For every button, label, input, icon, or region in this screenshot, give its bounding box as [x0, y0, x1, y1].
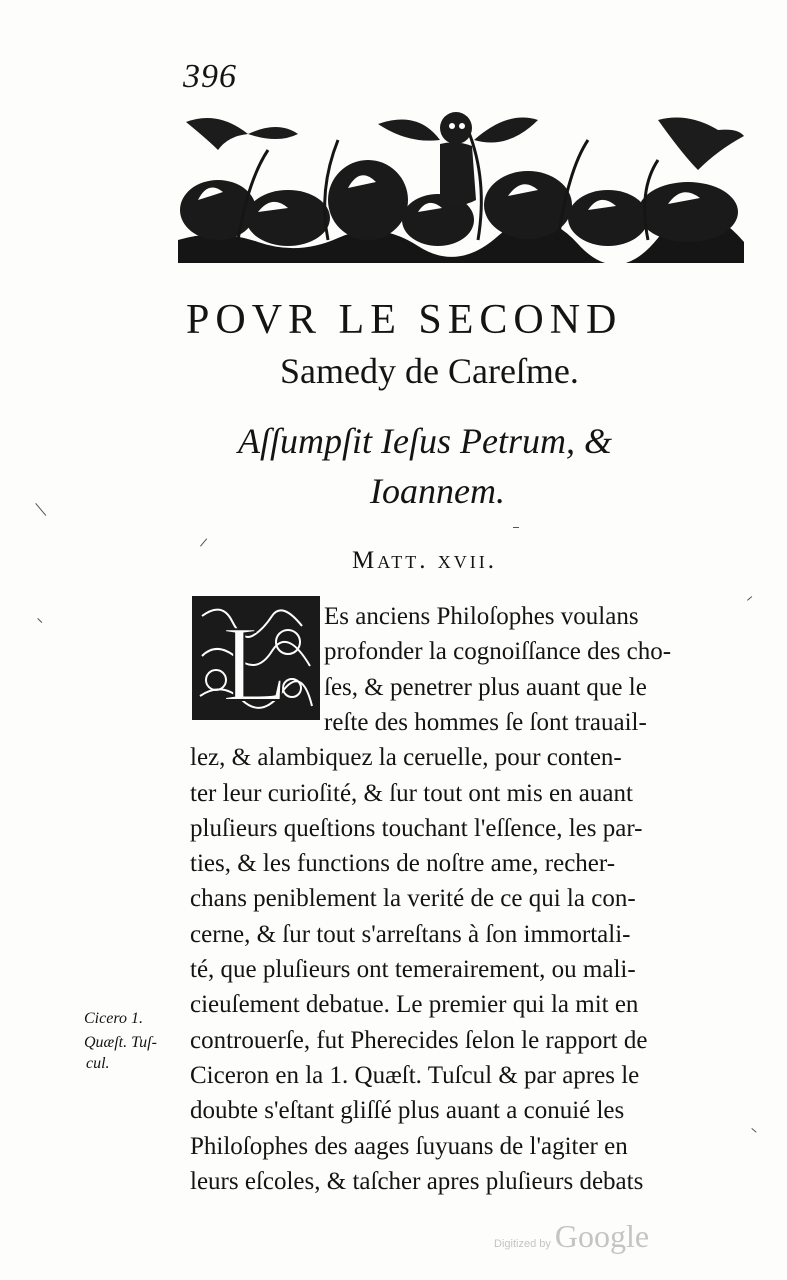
- body-line: pluſieurs queſtions touchant l'eſſence, les par-: [190, 814, 643, 842]
- body-line: reſte des hommes ſe ſont trauail-: [324, 708, 647, 736]
- latin-incipit: Aſſumpſit Ieſus Petrum, &: [238, 421, 612, 461]
- latin-incipit-continued: Ioannem.: [370, 471, 505, 511]
- body-line: ter leur curioſité, & ſur tout ont mis en auant: [190, 779, 633, 807]
- scan-mark: [747, 596, 752, 601]
- body-line: lez, & alambiquez la ceruelle, pour conten-: [190, 744, 622, 772]
- body-line: ties, & les functions de noſtre ame, recher-: [190, 850, 616, 878]
- watermark-brand: Google: [554, 1218, 650, 1254]
- section-title: POVR LE SECOND: [186, 297, 623, 343]
- body-line: té, que pluſieurs ont temerairement, ou mali-: [190, 956, 636, 983]
- body-line: profonder la cognoiſſance des cho-: [324, 638, 672, 666]
- scan-mark: [513, 527, 519, 528]
- page-number: 396: [183, 58, 237, 95]
- body-line: controuerſe, fut Pherecides ſelon le rapport de: [190, 1026, 648, 1054]
- scripture-reference: Matt. xvii.: [352, 547, 497, 574]
- dropcap-letter: L: [222, 605, 288, 720]
- scan-mark: [751, 1128, 756, 1133]
- scan-mark: [200, 538, 207, 546]
- scan-mark: [37, 618, 42, 623]
- watermark-digitized-by: Digitized by: [494, 1238, 551, 1250]
- digitized-watermark: [494, 1218, 649, 1255]
- body-line: cerne, & ſur tout s'arreſtans à ſon immortali-: [190, 920, 631, 948]
- margin-note-line: cul.: [86, 1055, 110, 1072]
- decorated-dropcap: [192, 596, 320, 720]
- section-subtitle: Samedy de Careſme.: [280, 351, 579, 391]
- scan-mark: [35, 503, 46, 516]
- margin-note-line: Cicero 1.: [84, 1010, 143, 1027]
- body-line: Ciceron en la 1. Quæſt. Tuſcul & par apres le: [190, 1061, 640, 1089]
- margin-note-line: Quæſt. Tuſ-: [84, 1034, 157, 1051]
- body-line: chans peniblement la verité de ce qui la con-: [190, 885, 636, 913]
- body-line: doubte s'eſtant gliſſé plus auant a conuié les: [190, 1097, 625, 1125]
- body-line: Es anciens Philoſophes voulans: [324, 603, 639, 630]
- ornamental-headpiece: [178, 100, 744, 263]
- body-line: cieuſement debatue. Le premier qui la mit en: [190, 991, 639, 1019]
- body-line: leurs eſcoles, & taſcher apres pluſieurs debats: [190, 1167, 644, 1195]
- body-line: Philoſophes des aages ſuyuans de l'agiter en: [190, 1132, 628, 1160]
- body-line: ſes, & penetrer plus auant que le: [324, 673, 647, 701]
